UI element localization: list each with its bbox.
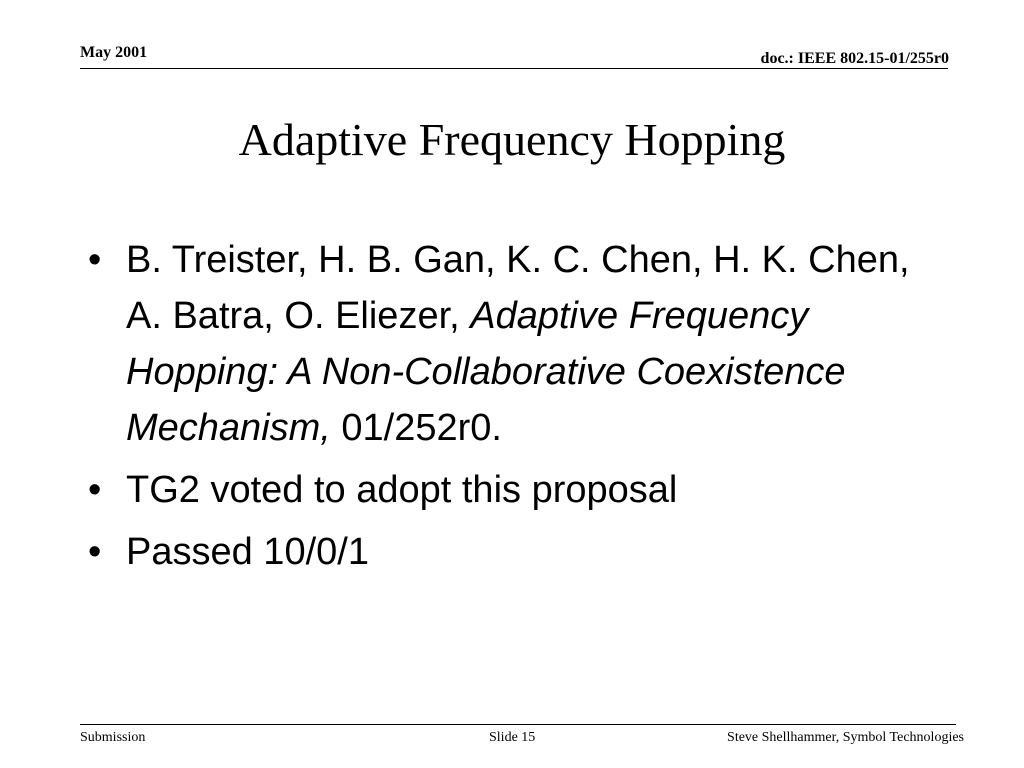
- bullet-text-italic: Adaptive Frequency Hopping: A Non-Collaborative Coexistence Mechanism,: [126, 295, 846, 449]
- bullet-item: [88, 524, 948, 580]
- header-doc-id: doc.: IEEE 802.15-01/255r0: [760, 50, 949, 67]
- slide-title: Adaptive Frequency Hopping: [238, 114, 786, 165]
- footer-divider: [80, 724, 956, 725]
- header-date: May 2001: [80, 44, 148, 61]
- bullet-item: [88, 462, 948, 518]
- bullet-text: B. Treister, H. B. Gan, K. C. Chen, H. K. Chen, A. Batra, O. Eliezer,: [126, 239, 910, 337]
- footer-slide-number: Slide 15: [489, 730, 536, 745]
- bullet-marker: •: [88, 531, 102, 573]
- header-divider: [80, 68, 948, 69]
- bullet-marker: •: [88, 239, 102, 281]
- bullet-text: Passed 10/0/1: [126, 531, 369, 573]
- footer-author: Steve Shellhammer, Symbol Technologies: [727, 730, 964, 745]
- bullet-marker: •: [88, 469, 102, 511]
- bullet-list: [88, 232, 948, 586]
- footer-submission: Submission: [80, 730, 146, 745]
- bullet-item: [88, 232, 948, 456]
- bullet-text: TG2 voted to adopt this proposal: [126, 469, 678, 511]
- bullet-text-after: 01/252r0.: [330, 407, 502, 449]
